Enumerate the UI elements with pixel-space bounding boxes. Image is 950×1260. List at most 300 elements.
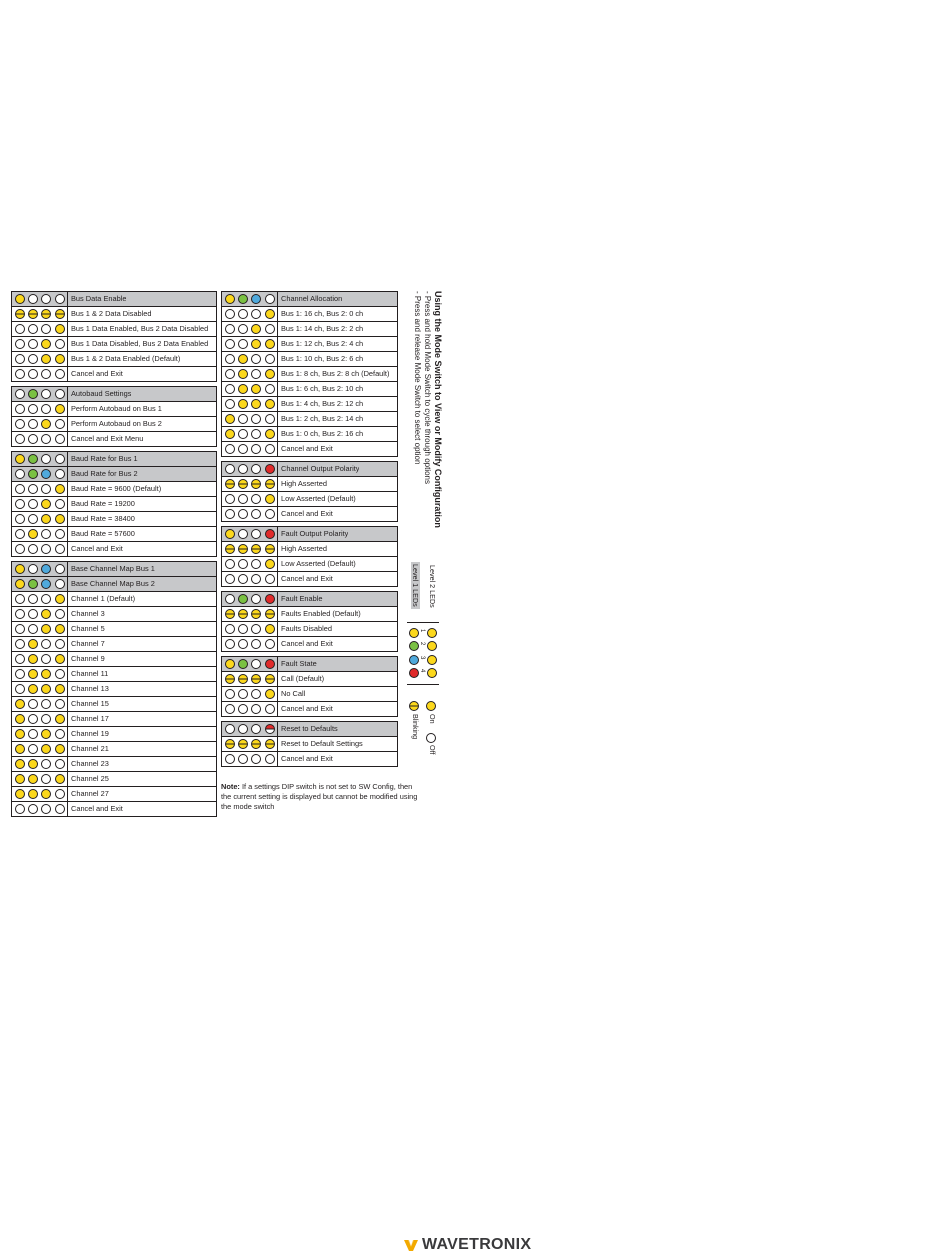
led-red-icon bbox=[265, 529, 275, 539]
option-label: High Asserted bbox=[281, 544, 328, 553]
led-yellow-icon bbox=[238, 399, 248, 409]
led-yellow-icon bbox=[55, 354, 65, 364]
led-blinking-icon bbox=[265, 479, 275, 489]
option-label: Channel 9 bbox=[71, 654, 105, 663]
wavetronix-logo-icon bbox=[404, 1238, 418, 1252]
led-off-icon bbox=[225, 559, 235, 569]
section-title: Base Channel Map Bus 1 bbox=[71, 564, 155, 573]
led-yellow-icon bbox=[265, 429, 275, 439]
led-yellow-icon bbox=[427, 641, 437, 651]
led-off-icon bbox=[238, 529, 248, 539]
option-label: Channel 17 bbox=[71, 714, 109, 723]
settings-table bbox=[221, 526, 398, 587]
option-label: Low Asserted (Default) bbox=[281, 559, 356, 568]
option-row bbox=[221, 637, 398, 652]
option-label: Baud Rate = 9600 (Default) bbox=[71, 484, 162, 493]
led-pattern bbox=[12, 652, 68, 666]
led-pattern bbox=[222, 622, 278, 636]
note-body: If a settings DIP switch is not set to SW Config, then the current setting is displayed but cannot be modified using the mode switch bbox=[221, 782, 418, 811]
led-off-icon bbox=[28, 339, 38, 349]
led-pattern bbox=[222, 687, 278, 701]
led-off-icon bbox=[251, 559, 261, 569]
section-title: Fault State bbox=[281, 659, 317, 668]
option-label: Faults Enabled (Default) bbox=[281, 609, 361, 618]
led-pattern bbox=[222, 412, 278, 426]
led-off-icon bbox=[55, 499, 65, 509]
led-off-icon bbox=[15, 684, 25, 694]
note-label: Note: bbox=[221, 782, 240, 791]
option-label: Faults Disabled bbox=[281, 624, 332, 633]
led-off-icon bbox=[55, 339, 65, 349]
led-off-icon bbox=[238, 574, 248, 584]
option-row bbox=[221, 382, 398, 397]
option-label: Bus 1: 2 ch, Bus 2: 14 ch bbox=[281, 414, 364, 423]
led-off-icon bbox=[28, 544, 38, 554]
section-header bbox=[221, 722, 398, 737]
option-row bbox=[11, 527, 217, 542]
option-row bbox=[11, 697, 217, 712]
led-off-icon bbox=[251, 414, 261, 424]
led-off-icon bbox=[41, 454, 51, 464]
led-off-icon bbox=[15, 514, 25, 524]
led-yellow-icon bbox=[55, 744, 65, 754]
led-yellow-icon bbox=[225, 429, 235, 439]
led-pattern bbox=[12, 787, 68, 801]
led-off-icon bbox=[28, 484, 38, 494]
option-row bbox=[221, 367, 398, 382]
led-yellow-icon bbox=[15, 579, 25, 589]
led-off-icon bbox=[28, 369, 38, 379]
led-pattern bbox=[12, 697, 68, 711]
led-yellow-icon bbox=[251, 384, 261, 394]
led-off-icon bbox=[225, 624, 235, 634]
led-off-icon bbox=[225, 464, 235, 474]
led-pattern bbox=[222, 427, 278, 441]
led-blinking-icon bbox=[225, 739, 235, 749]
led-pattern bbox=[12, 367, 68, 381]
led-off-icon bbox=[265, 324, 275, 334]
option-row bbox=[221, 507, 398, 522]
option-row bbox=[11, 802, 217, 817]
led-pattern bbox=[222, 657, 278, 671]
led-green-icon bbox=[28, 454, 38, 464]
option-row bbox=[221, 737, 398, 752]
led-off-icon bbox=[265, 704, 275, 714]
option-row bbox=[11, 652, 217, 667]
settings-table bbox=[221, 591, 398, 652]
instructions-title: Using the Mode Switch to View or Modify Configuration bbox=[433, 291, 443, 528]
legend-number: 4 bbox=[419, 669, 425, 673]
led-off-icon bbox=[28, 624, 38, 634]
led-off-icon bbox=[225, 639, 235, 649]
led-pattern bbox=[222, 492, 278, 506]
led-yellow-icon bbox=[55, 404, 65, 414]
led-yellow-icon bbox=[238, 384, 248, 394]
led-off-icon bbox=[238, 414, 248, 424]
legend-level1-label: Level 1 LEDs bbox=[411, 564, 420, 607]
led-yellow-icon bbox=[55, 514, 65, 524]
led-green-icon bbox=[28, 579, 38, 589]
led-blinking-icon bbox=[251, 479, 261, 489]
option-row bbox=[221, 337, 398, 352]
option-row bbox=[11, 337, 217, 352]
led-off-icon bbox=[41, 434, 51, 444]
led-off-icon bbox=[41, 324, 51, 334]
option-label: Bus 1 & 2 Data Disabled bbox=[71, 309, 152, 318]
section-title: Base Channel Map Bus 2 bbox=[71, 579, 155, 588]
option-label: Cancel and Exit bbox=[281, 754, 333, 763]
led-blinking-icon bbox=[225, 544, 235, 554]
led-blinking-icon bbox=[238, 674, 248, 684]
led-off-icon bbox=[28, 744, 38, 754]
led-blinking-icon bbox=[409, 701, 419, 711]
option-row bbox=[221, 752, 398, 767]
led-yellow-icon bbox=[41, 669, 51, 679]
led-off-icon bbox=[28, 294, 38, 304]
option-label: Channel 21 bbox=[71, 744, 109, 753]
led-off-icon bbox=[238, 639, 248, 649]
led-off-icon bbox=[28, 404, 38, 414]
option-label: Bus 1: 10 ch, Bus 2: 6 ch bbox=[281, 354, 364, 363]
led-pattern bbox=[12, 352, 68, 366]
led-off-icon bbox=[265, 754, 275, 764]
led-off-icon bbox=[41, 804, 51, 814]
option-label: Bus 1: 6 ch, Bus 2: 10 ch bbox=[281, 384, 364, 393]
option-row bbox=[11, 622, 217, 637]
settings-table bbox=[11, 291, 217, 382]
led-pattern bbox=[12, 512, 68, 526]
settings-table bbox=[221, 291, 398, 457]
led-off-icon bbox=[251, 464, 261, 474]
section-header bbox=[11, 292, 217, 307]
led-yellow-icon bbox=[225, 659, 235, 669]
led-off-icon bbox=[28, 594, 38, 604]
led-yellow-icon bbox=[265, 494, 275, 504]
led-off-icon bbox=[55, 529, 65, 539]
option-row bbox=[11, 307, 217, 322]
led-blinking-icon bbox=[265, 739, 275, 749]
option-row bbox=[11, 607, 217, 622]
led-yellow-icon bbox=[55, 594, 65, 604]
settings-table bbox=[221, 656, 398, 717]
led-pattern bbox=[12, 542, 68, 556]
led-yellow-icon bbox=[55, 684, 65, 694]
led-green-icon bbox=[238, 294, 248, 304]
led-off-icon bbox=[251, 754, 261, 764]
option-row bbox=[221, 307, 398, 322]
option-row bbox=[221, 492, 398, 507]
led-off-icon bbox=[55, 729, 65, 739]
option-row bbox=[11, 352, 217, 367]
option-label: Channel 15 bbox=[71, 699, 109, 708]
led-off-icon bbox=[251, 494, 261, 504]
led-off-icon bbox=[28, 324, 38, 334]
option-label: No Call bbox=[281, 689, 306, 698]
section-title: Baud Rate for Bus 1 bbox=[71, 454, 138, 463]
legend-blinking-label: Blinking bbox=[411, 714, 420, 740]
led-yellow-icon bbox=[427, 628, 437, 638]
option-label: Channel 13 bbox=[71, 684, 109, 693]
led-blinking-icon bbox=[238, 739, 248, 749]
led-pattern bbox=[12, 562, 68, 576]
led-off-icon bbox=[15, 804, 25, 814]
led-off-icon bbox=[251, 624, 261, 634]
led-yellow-icon bbox=[55, 714, 65, 724]
led-off-icon bbox=[15, 484, 25, 494]
settings-table bbox=[11, 386, 217, 447]
led-pattern bbox=[222, 367, 278, 381]
led-off-icon bbox=[225, 574, 235, 584]
led-off-icon bbox=[251, 639, 261, 649]
led-blue-icon bbox=[409, 655, 419, 665]
led-off-icon bbox=[15, 499, 25, 509]
option-row bbox=[221, 687, 398, 702]
option-row bbox=[221, 702, 398, 717]
led-pattern bbox=[12, 712, 68, 726]
option-row bbox=[221, 442, 398, 457]
option-row bbox=[11, 712, 217, 727]
led-blinking-icon bbox=[251, 544, 261, 554]
led-off-icon bbox=[225, 339, 235, 349]
led-off-icon bbox=[55, 369, 65, 379]
led-blinking-icon bbox=[225, 479, 235, 489]
led-pattern bbox=[222, 292, 278, 306]
led-pattern bbox=[12, 337, 68, 351]
led-off-icon bbox=[251, 429, 261, 439]
led-yellow-icon bbox=[41, 514, 51, 524]
led-pattern bbox=[12, 292, 68, 306]
led-off-icon bbox=[41, 774, 51, 784]
led-pattern bbox=[12, 622, 68, 636]
wavetronix-logo-text: WAVETRONIX bbox=[422, 1236, 532, 1253]
led-pattern bbox=[12, 667, 68, 681]
option-label: Cancel and Exit bbox=[71, 804, 123, 813]
option-label: Cancel and Exit Menu bbox=[71, 434, 144, 443]
led-pattern bbox=[12, 497, 68, 511]
settings-table bbox=[221, 461, 398, 522]
led-off-icon bbox=[15, 389, 25, 399]
led-off-icon bbox=[251, 309, 261, 319]
led-off-icon bbox=[28, 564, 38, 574]
led-green-icon bbox=[238, 659, 248, 669]
option-label: High Asserted bbox=[281, 479, 328, 488]
led-off-icon bbox=[55, 669, 65, 679]
led-yellow-icon bbox=[15, 294, 25, 304]
led-off-icon bbox=[15, 324, 25, 334]
settings-column-right bbox=[221, 291, 398, 767]
option-row bbox=[11, 727, 217, 742]
wavetronix-logo bbox=[404, 1236, 531, 1254]
option-row bbox=[11, 367, 217, 382]
led-off-icon bbox=[55, 469, 65, 479]
led-yellow-icon bbox=[15, 789, 25, 799]
led-pattern bbox=[222, 462, 278, 476]
led-blinking-icon bbox=[41, 309, 51, 319]
led-off-icon bbox=[251, 444, 261, 454]
led-off-icon bbox=[15, 594, 25, 604]
led-yellow-icon bbox=[251, 324, 261, 334]
option-label: Bus 1 Data Enabled, Bus 2 Data Disabled bbox=[71, 324, 209, 333]
led-off-icon bbox=[15, 609, 25, 619]
led-red-icon bbox=[265, 594, 275, 604]
led-off-icon bbox=[426, 733, 436, 743]
led-off-icon bbox=[251, 574, 261, 584]
led-off-icon bbox=[238, 429, 248, 439]
led-off-icon bbox=[265, 639, 275, 649]
led-pattern bbox=[12, 432, 68, 446]
led-off-icon bbox=[41, 639, 51, 649]
led-yellow-icon bbox=[15, 699, 25, 709]
led-yellow-icon bbox=[251, 339, 261, 349]
led-off-icon bbox=[251, 659, 261, 669]
section-header bbox=[11, 577, 217, 592]
section-title: Autobaud Settings bbox=[71, 389, 132, 398]
option-row bbox=[11, 497, 217, 512]
option-row bbox=[11, 667, 217, 682]
led-off-icon bbox=[55, 579, 65, 589]
led-yellow-icon bbox=[55, 324, 65, 334]
option-label: Bus 1: 4 ch, Bus 2: 12 ch bbox=[281, 399, 364, 408]
option-row bbox=[11, 402, 217, 417]
led-off-icon bbox=[238, 559, 248, 569]
option-row bbox=[11, 637, 217, 652]
led-off-icon bbox=[28, 514, 38, 524]
led-off-icon bbox=[28, 419, 38, 429]
led-blinking-icon bbox=[265, 609, 275, 619]
led-pattern bbox=[12, 322, 68, 336]
led-blinking-icon bbox=[238, 544, 248, 554]
led-pattern bbox=[12, 577, 68, 591]
led-off-icon bbox=[238, 689, 248, 699]
led-off-icon bbox=[238, 754, 248, 764]
led-off-icon bbox=[55, 544, 65, 554]
legend-number: 2 bbox=[419, 642, 425, 646]
option-row bbox=[11, 417, 217, 432]
led-off-icon bbox=[225, 509, 235, 519]
section-header bbox=[11, 452, 217, 467]
led-pattern bbox=[222, 397, 278, 411]
led-off-icon bbox=[225, 444, 235, 454]
led-yellow-icon bbox=[28, 789, 38, 799]
led-off-icon bbox=[55, 789, 65, 799]
led-off-icon bbox=[265, 509, 275, 519]
led-pattern bbox=[222, 557, 278, 571]
option-label: Cancel and Exit bbox=[281, 639, 333, 648]
led-off-icon bbox=[225, 724, 235, 734]
led-off-icon bbox=[238, 704, 248, 714]
led-pattern bbox=[12, 772, 68, 786]
section-header bbox=[221, 462, 398, 477]
option-label: Reset to Default Settings bbox=[281, 739, 363, 748]
led-pattern bbox=[12, 592, 68, 606]
note-text bbox=[221, 782, 421, 812]
option-label: Bus 1 & 2 Data Enabled (Default) bbox=[71, 354, 181, 363]
option-row bbox=[11, 757, 217, 772]
legend-number: 3 bbox=[419, 656, 425, 660]
led-off-icon bbox=[251, 724, 261, 734]
led-blinking-icon bbox=[265, 674, 275, 684]
led-off-icon bbox=[265, 384, 275, 394]
led-yellow-icon bbox=[41, 744, 51, 754]
option-label: Channel 3 bbox=[71, 609, 105, 618]
led-blinking-icon bbox=[251, 739, 261, 749]
option-row bbox=[221, 322, 398, 337]
led-off-icon bbox=[55, 294, 65, 304]
led-yellow-icon bbox=[15, 774, 25, 784]
option-row bbox=[221, 557, 398, 572]
option-row bbox=[11, 512, 217, 527]
led-yellow-icon bbox=[427, 655, 437, 665]
option-label: Cancel and Exit bbox=[71, 544, 123, 553]
led-off-icon bbox=[41, 484, 51, 494]
led-off-icon bbox=[15, 669, 25, 679]
legend-divider bbox=[407, 684, 439, 685]
option-row bbox=[11, 742, 217, 757]
led-yellow-icon bbox=[238, 369, 248, 379]
section-header bbox=[221, 292, 398, 307]
led-off-icon bbox=[15, 434, 25, 444]
led-blinking-icon bbox=[225, 674, 235, 684]
led-off-icon bbox=[251, 354, 261, 364]
led-blinking-icon bbox=[238, 609, 248, 619]
section-header bbox=[221, 527, 398, 542]
led-off-icon bbox=[265, 354, 275, 364]
led-off-icon bbox=[55, 419, 65, 429]
led-off-icon bbox=[15, 529, 25, 539]
option-label: Cancel and Exit bbox=[281, 574, 333, 583]
led-yellow-icon bbox=[28, 774, 38, 784]
led-yellow-icon bbox=[28, 529, 38, 539]
led-yellow-icon bbox=[55, 654, 65, 664]
led-pattern bbox=[12, 482, 68, 496]
section-header bbox=[11, 387, 217, 402]
led-pattern bbox=[222, 607, 278, 621]
option-label: Bus 1: 0 ch, Bus 2: 16 ch bbox=[281, 429, 364, 438]
led-yellow-icon bbox=[15, 759, 25, 769]
led-yellow-icon bbox=[41, 354, 51, 364]
led-blinking-icon bbox=[251, 674, 261, 684]
led-off-icon bbox=[28, 354, 38, 364]
led-yellow-icon bbox=[15, 564, 25, 574]
led-off-icon bbox=[225, 354, 235, 364]
option-label: Channel 7 bbox=[71, 639, 105, 648]
legend-number: 1 bbox=[419, 629, 425, 633]
led-off-icon bbox=[28, 714, 38, 724]
led-pattern bbox=[222, 672, 278, 686]
option-row bbox=[11, 542, 217, 557]
option-label: Channel 19 bbox=[71, 729, 109, 738]
led-off-icon bbox=[55, 609, 65, 619]
led-off-icon bbox=[41, 714, 51, 724]
option-label: Call (Default) bbox=[281, 674, 325, 683]
led-yellow-icon bbox=[28, 669, 38, 679]
led-off-icon bbox=[15, 339, 25, 349]
led-blinking-icon bbox=[238, 479, 248, 489]
led-pattern bbox=[222, 507, 278, 521]
led-off-icon bbox=[41, 404, 51, 414]
led-yellow-icon bbox=[265, 369, 275, 379]
option-label: Low Asserted (Default) bbox=[281, 494, 356, 503]
section-title: Channel Output Polarity bbox=[281, 464, 360, 473]
led-yellow-icon bbox=[238, 354, 248, 364]
led-pattern bbox=[12, 402, 68, 416]
led-yellow-icon bbox=[41, 499, 51, 509]
led-pattern bbox=[12, 527, 68, 541]
option-label: Channel 11 bbox=[71, 669, 109, 678]
led-off-icon bbox=[265, 414, 275, 424]
led-pattern bbox=[222, 722, 278, 736]
led-pattern bbox=[12, 682, 68, 696]
